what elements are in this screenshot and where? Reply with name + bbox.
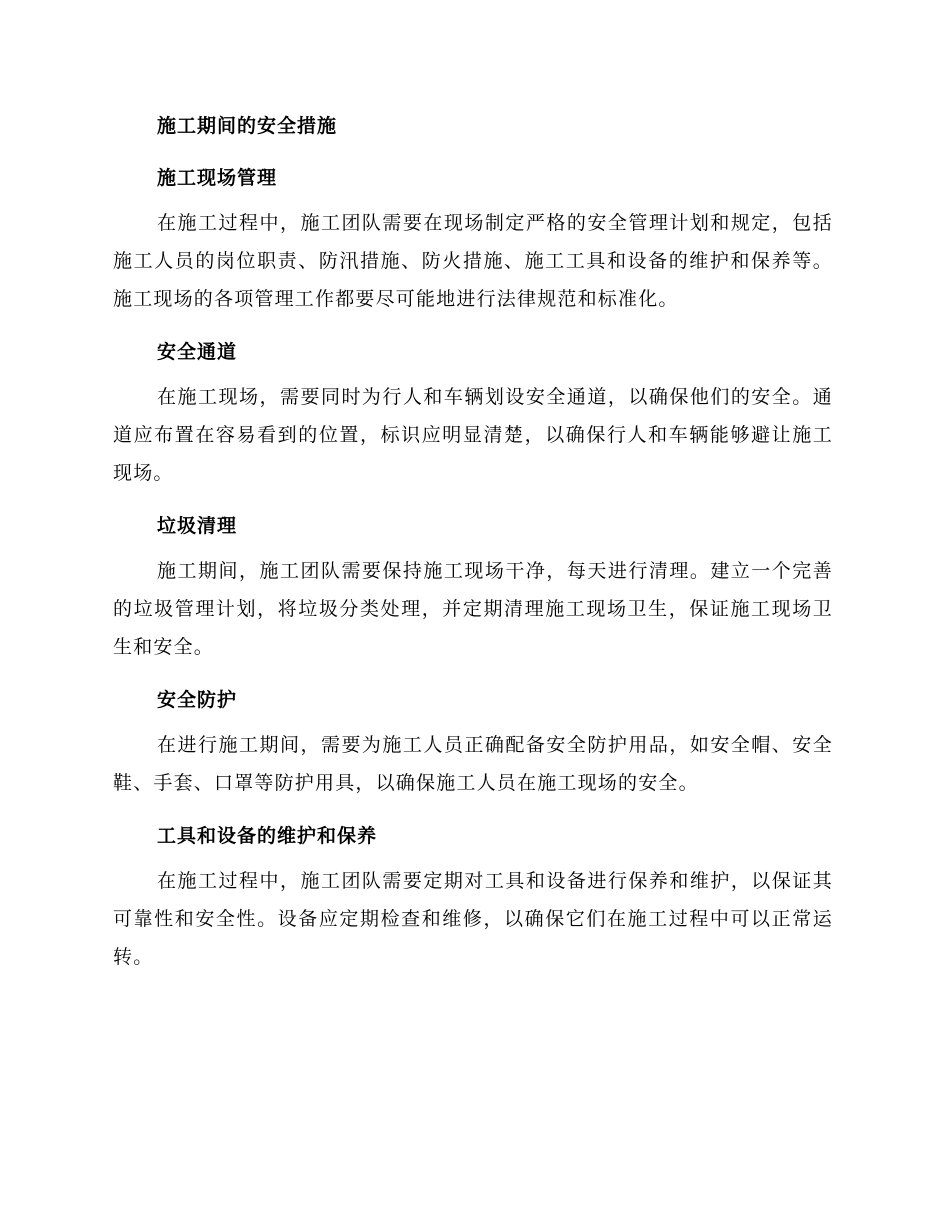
section-site-management — [113, 160, 833, 318]
document-content — [113, 108, 833, 992]
section-heading: 垃圾清理 — [157, 515, 238, 537]
section-paragraph: 在施工过程中，施工团队需要在现场制定严格的安全管理计划和规定，包括施工人员的岗位职责、防汛措施、防火措施、施工工具和设备的维护和保养等。施工现场的各项管理工作都要尽可能地进行法律规范和标准化。 — [113, 212, 833, 310]
section-heading: 施工现场管理 — [157, 167, 278, 189]
section-paragraph: 在进行施工期间，需要为施工人员正确配备安全防护用品，如安全帽、安全鞋、手套、口罩等防护用具，以确保施工人员在施工现场的安全。 — [113, 734, 833, 794]
section-heading: 安全通道 — [157, 341, 238, 363]
section-paragraph: 施工期间，施工团队需要保持施工现场干净，每天进行清理。建立一个完善的垃圾管理计划，将垃圾分类处理，并定期清理施工现场卫生，保证施工现场卫生和安全。 — [113, 560, 833, 658]
section-paragraph: 在施工现场，需要同时为行人和车辆划设安全通道，以确保他们的安全。通道应布置在容易看到的位置，标识应明显清楚，以确保行人和车辆能够避让施工现场。 — [113, 386, 833, 484]
section-safety-protection — [113, 682, 833, 802]
section-equipment-maintenance — [113, 818, 833, 976]
section-garbage-cleanup — [113, 508, 833, 666]
section-heading: 工具和设备的维护和保养 — [157, 825, 378, 847]
document-title: 施工期间的安全措施 — [157, 115, 338, 137]
section-paragraph: 在施工过程中，施工团队需要定期对工具和设备进行保养和维护，以保证其可靠性和安全性。设备应定期检查和维修，以确保它们在施工过程中可以正常运转。 — [113, 870, 833, 968]
section-safety-passage — [113, 334, 833, 492]
section-heading: 安全防护 — [157, 689, 238, 711]
